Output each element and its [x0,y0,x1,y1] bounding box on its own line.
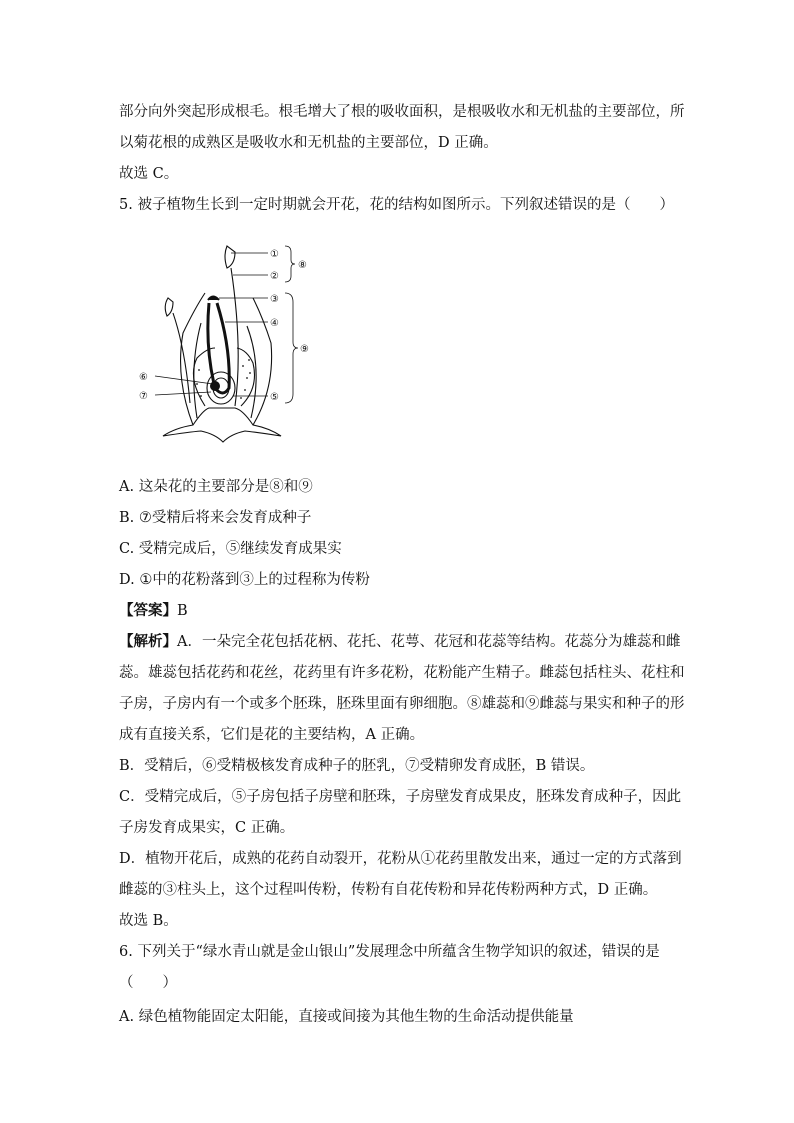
label-8: ⑧ [298,260,307,271]
label-4: ④ [270,318,279,329]
label-9: ⑨ [300,344,309,355]
option-d: D. ①中的花粉落到③上的过程称为传粉 [119,572,370,588]
analysis-line-4: 成有直接关系，它们是花的主要结构，A 正确。 [119,727,425,743]
option-a: A. 这朵花的主要部分是⑧和⑨ [119,479,313,495]
intro-line-2: 以菊花根的成熟区是吸收水和无机盐的主要部位，D 正确。 [119,135,498,151]
label-2: ② [270,271,279,282]
label-3: ③ [270,294,279,305]
analysis-text: A．一朵完全花包括花柄、花托、花萼、花冠和花蕊等结构。花蕊分为雄蕊和雌 [177,634,681,650]
option-c: C. 受精完成后，⑤继续发育成果实 [119,541,342,557]
answer-tag: 【答案】 [119,602,177,619]
label-1: ① [270,249,279,260]
question-5-stem: 5. 被子植物生长到一定时期就会开花，花的结构如图所示。下列叙述错误的是（ ） [119,197,674,213]
answer-value: B [177,603,188,619]
question-6-stem: 6. 下列关于“绿水青山就是金山银山”发展理念中所蕴含生物学知识的叙述，错误的是 [119,944,660,960]
label-6: ⑥ [139,372,148,383]
label-7: ⑦ [139,391,148,402]
analysis-line-7: 子房发育成果实，C 正确。 [119,820,295,836]
analysis-line-1 [119,632,680,652]
flower-structure-diagram [135,238,335,443]
answer-line [119,601,188,621]
analysis-line-9: 雌蕊的③柱头上，这个过程叫传粉，传粉有自花传粉和异花传粉两种方式，D 正确。 [119,882,658,898]
analysis-line-5: B．受精后，⑥受精极核发育成种子的胚乳，⑦受精卵发育成胚，B 错误。 [119,758,595,774]
analysis-line-3: 子房，子房内有一个或多个胚珠，胚珠里面有卵细胞。⑧雄蕊和⑨雌蕊与果实和种子的形 [119,696,685,712]
intro-conclusion: 故选 C。 [119,166,179,182]
question-6-paren: （ ） [119,975,177,991]
analysis-tag: 【解析】 [119,633,177,650]
analysis-line-8: D．植物开花后，成熟的花药自动裂开，花粉从①花药里散发出来，通过一定的方式落到 [119,851,682,867]
option-b: B. ⑦受精后将来会发育成种子 [119,510,312,526]
intro-line-1: 部分向外突起形成根毛。根毛增大了根的吸收面积，是根吸收水和无机盐的主要部位，所 [119,104,685,120]
label-5: ⑤ [270,392,279,403]
analysis-line-6: C．受精完成后，⑤子房包括子房壁和胚珠，子房壁发育成果皮，胚珠发育成种子，因此 [119,789,682,805]
q6-option-a: A. 绿色植物能固定太阳能，直接或间接为其他生物的生命活动提供能量 [119,1009,574,1025]
q5-conclusion: 故选 B。 [119,913,178,929]
analysis-line-2: 蕊。雄蕊包括花药和花丝，花药里有许多花粉，花粉能产生精子。雌蕊包括柱头、花柱和 [119,665,685,681]
